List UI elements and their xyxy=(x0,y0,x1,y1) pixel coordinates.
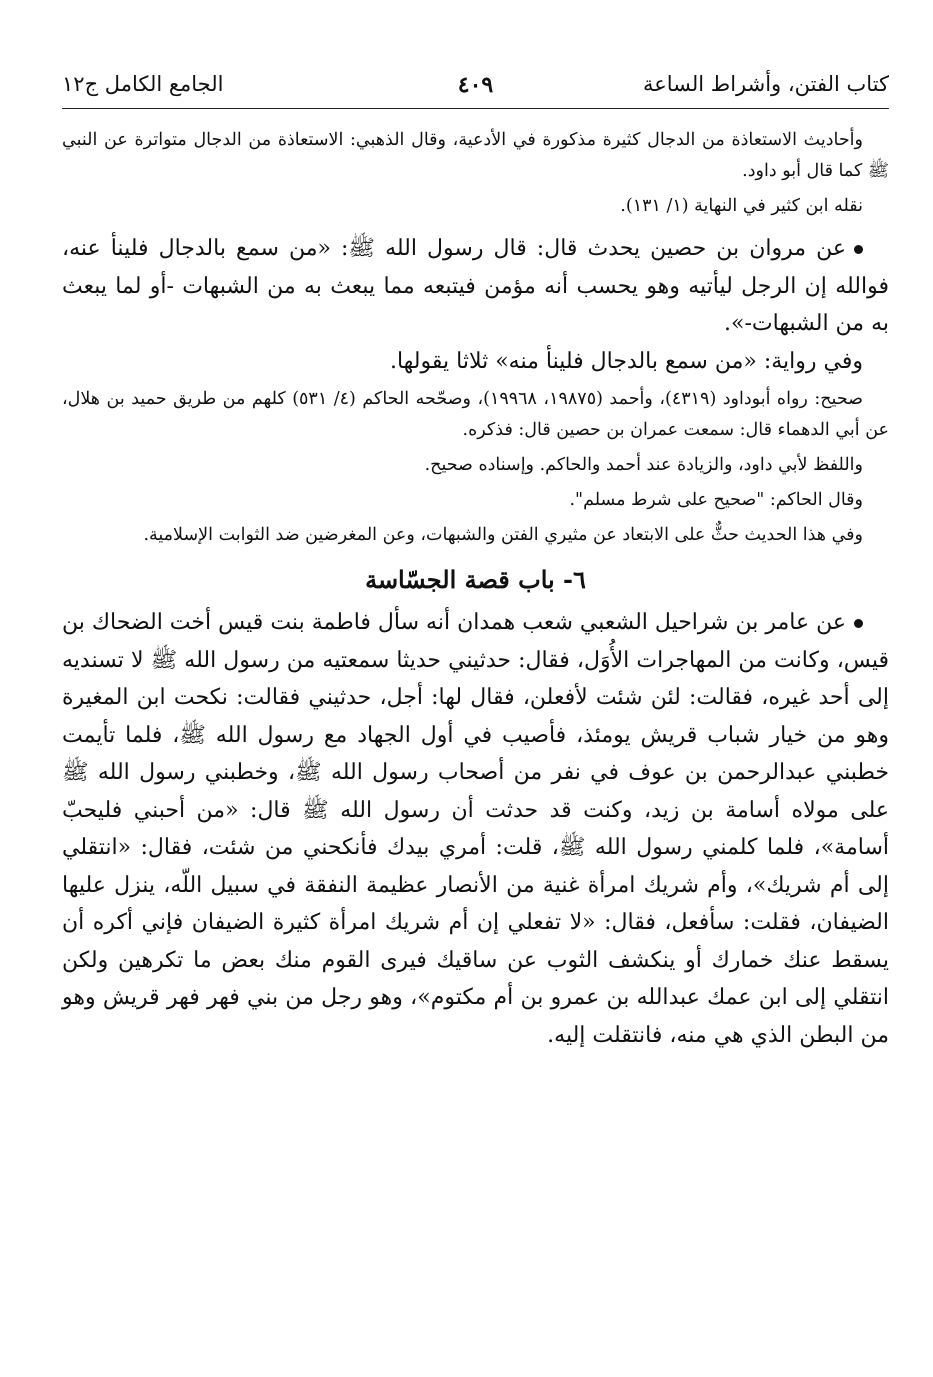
page-header xyxy=(62,62,889,109)
narration-variant: وفي رواية: «من سمع بالدجال فلينأ منه» ثلاثا يقولها. xyxy=(389,348,863,374)
page-body xyxy=(62,125,889,1054)
hadith-paragraph-jassasa xyxy=(62,604,889,1054)
hadith-text: عن مروان بن حصين يحدث قال: قال رسول الله ﷺ: «من سمع بالدجال فلينأ عنه، فوالله إن الرجل ليأتيه وهو يحسب أنه مؤمن فيتبعه مما يبعث به من الشبهات -أو لما يبعث به من الشبهات-». xyxy=(62,236,889,336)
hadith-paragraph xyxy=(62,230,889,343)
grading-note: صحيح: رواه أبوداود (٤٣١٩)، وأحمد (١٩٨٧٥، ١٩٩٦٨)، وصحّحه الحاكم (٤/ ٥٣١) كلهم من طريق حميد بن هلال، عن أبي الدهماء قال: سمعت عمران بن حصين قال: فذكره. xyxy=(62,389,889,440)
chapter-heading: ٦- باب قصة الجسّاسة xyxy=(365,565,586,594)
hakim-note: وقال الحاكم: "صحيح على شرط مسلم". xyxy=(569,490,863,510)
bullet-icon xyxy=(854,245,863,254)
wording-note: واللفظ لأبي داود، والزيادة عند أحمد والحاكم. وإسناده صحيح. xyxy=(424,455,863,475)
citation-note: نقله ابن كثير في النهاية (١/ ١٣١). xyxy=(620,196,863,216)
bullet-icon xyxy=(854,619,863,628)
benefit-note: وفي هذا الحديث حثٌّ على الابتعاد عن مثيري الفتن والشبهات، وعن المغرضين ضد الثوابت الإسلامية. xyxy=(143,525,863,545)
header-book-title: الجامع الكامل ج١٢ xyxy=(62,72,224,96)
hadith-text: عن عامر بن شراحيل الشعبي شعب همدان أنه سأل فاطمة بنت قيس أخت الضحاك بن قيس، وكانت من المهاجرات الأُوَل، فقال: حدثيني حديثا سمعتيه من رسول الله ﷺ لا تسنديه إلى أحد غيره، فقالت: لئن شئت لأفعلن، فقال لها: أجل، حدثيني فقالت: نكحت ابن المغيرة وهو من خيار شباب قريش يومئذ، فأصيب في أول الجهاد مع رسول الله ﷺ، فلما تأيمت خطبني عبدالرحمن بن عوف في نفر من أصحاب رسول الله ﷺ، وخطبني رسول الله ﷺ على مولاه أسامة بن زيد، وكنت قد حدثت أن رسول الله ﷺ قال: «من أحبني فليحبّ أسامة»، فلما كلمني رسول الله ﷺ، قلت: أمري بيدك فأنكحني من شئت، فقال: «انتقلي إلى أم شريك»، وأم شريك امرأة غنية من الأنصار عظيمة النفقة في سبيل اللّه، ينزل عليها الضيفان، فقلت: سأفعل، فقال: «لا تفعلي إن أم شريك امرأة كثيرة الضيفان فإني أكره أن يسقط عنك خمارك أو ينكشف الثوب عن ساقيك فيرى القوم منك بعض ما تكرهين ولكن انتقلي إلى ابن عمك عبدالله بن عمرو بن أم مكتوم»، وهو رجل من بني فهر فهر قريش وهو من البطن الذي هي منه، فانتقلت إليه. xyxy=(62,610,889,1048)
header-section-title: كتاب الفتن، وأشراط الساعة xyxy=(642,72,889,96)
page-number: ٤٠٩ xyxy=(457,72,494,98)
book-page xyxy=(62,62,889,1357)
commentary-paragraph: وأحاديث الاستعاذة من الدجال كثيرة مذكورة في الأدعية، وقال الذهبي: الاستعاذة من الدجال متواترة عن النبي ﷺ كما قال أبو داود. xyxy=(62,130,889,181)
